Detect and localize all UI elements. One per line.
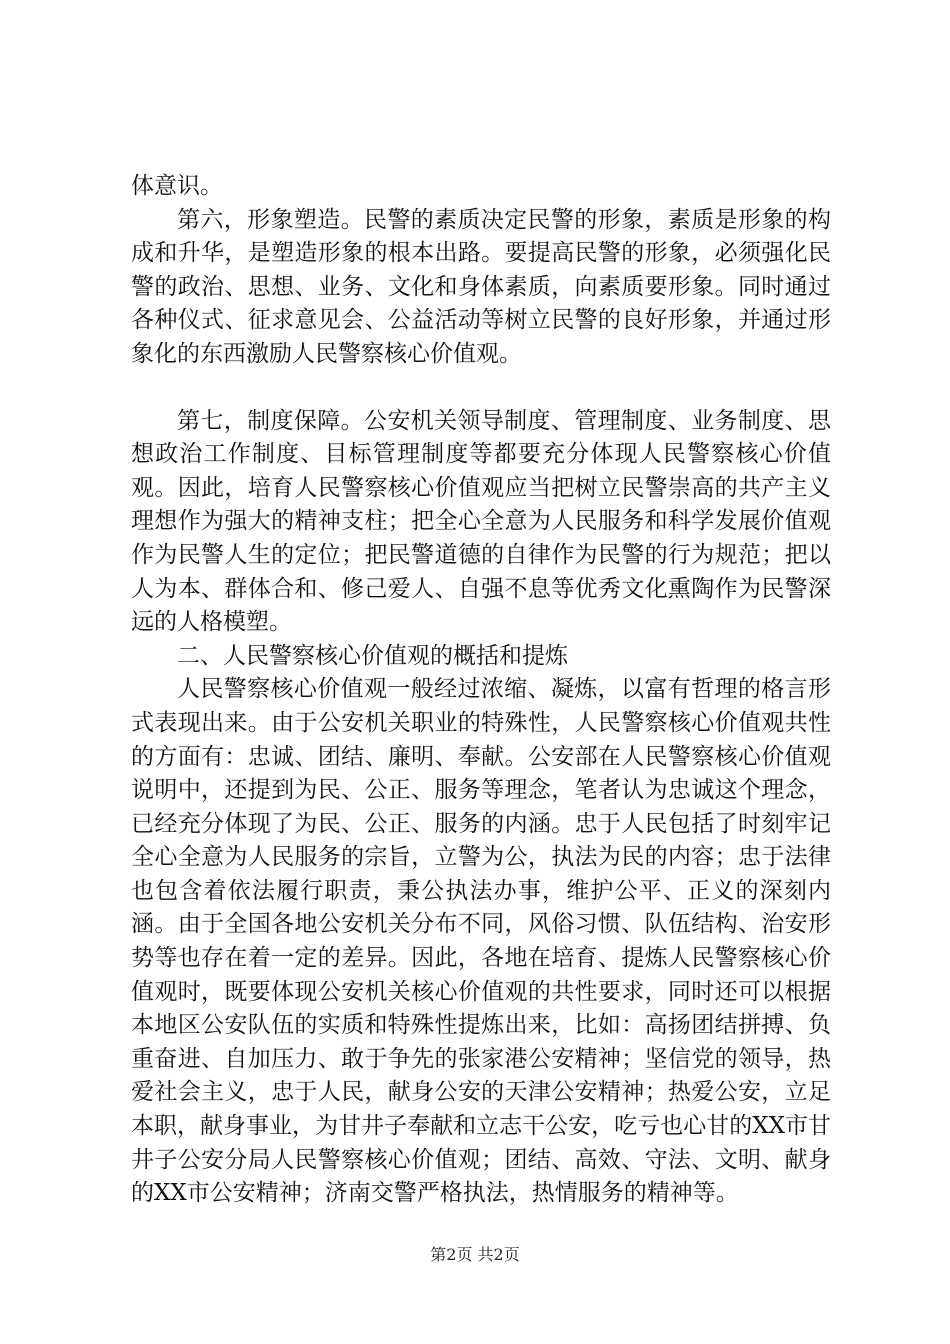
paragraph-spacer (131, 372, 831, 405)
section-heading: 二、人民警察核心价值观的概括和提炼 (177, 642, 568, 669)
page-footer: 第2页 共2页 (430, 1245, 520, 1264)
document-body (131, 170, 831, 1211)
paragraph-continuation: 体意识。 (131, 173, 223, 199)
paragraph-system-guarantee: 第七，制度保障。公安机关领导制度、管理制度、业务制度、思想政治工作制度、目标管理制度等都要充分体现人民警察核心价值观。因此，培育人民警察核心价值观应当把树立民警崇高的共产主义理想作为强大的精神支柱；把全心全意为人民服务和科学发展价值观作为民警人生的定位；把民警道德的自律作为民警的行为规范；把以人为本、群体合和、修己爱人、自强不息等优秀文化熏陶作为民警深远的人格模塑。 (131, 407, 831, 636)
paragraph-image-building: 第六，形象塑造。民警的素质决定民警的形象，素质是形象的构成和升华，是塑造形象的根本出路。要提高民警的形象，必须强化民警的政治、思想、业务、文化和身体素质，向素质要形象。同时通过各种仪式、征求意见会、公益活动等树立民警的良好形象，并通过形象化的东西激励人民警察核心价值观。 (131, 206, 831, 367)
paragraph-core-values: 人民警察核心价值观一般经过浓缩、凝炼，以富有哲理的格言形式表现出来。由于公安机关职业的特殊性，人民警察核心价值观共性的方面有：忠诚、团结、廉明、奉献。公安部在人民警察核心价值观说明中，还提到为民、公正、服务等理念，笔者认为忠诚这个理念，已经充分体现了为民、公正、服务的内涵。忠于人民包括了时刻牢记全心全意为人民服务的宗旨，立警为公，执法为民的内容；忠于法律也包含着依法履行职责，秉公执法办事，维护公平、正义的深刻内涵。由于全国各地公安机关分布不同，风俗习惯、队伍结构、治安形势等也存在着一定的差异。因此，各地在培育、提炼人民警察核心价值观时，既要体现公安机关核心价值观的共性要求，同时还可以根据本地区公安队伍的实质和特殊性提炼出来，比如：高扬团结拼搏、负重奋进、自加压力、敢于争先的张家港公安精神；坚信党的领导，热爱社会主义，忠于人民，献身公安的天津公安精神；热爱公安，立足本职，献身事业，为甘井子奉献和立志干公安，吃亏也心甘的XX市甘井子公安分局人民警察核心价值观；团结、高效、守法、文明、献身的XX市公安精神；济南交警严格执法，热情服务的精神等。 (131, 676, 831, 1207)
